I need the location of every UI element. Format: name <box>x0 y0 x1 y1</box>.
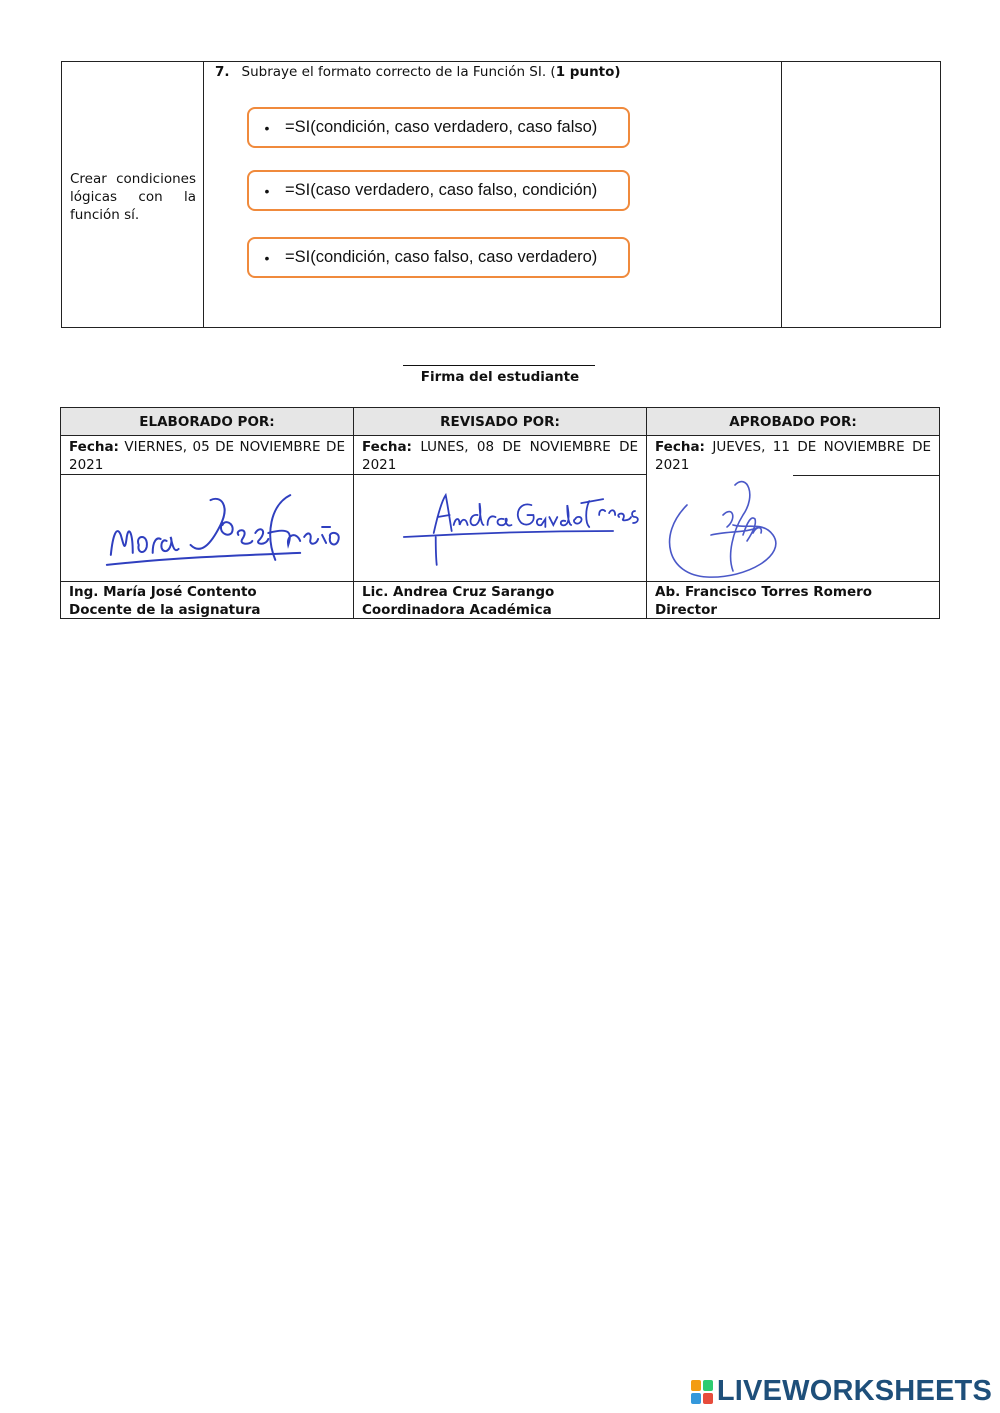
student-signature-label: Firma del estudiante <box>420 369 580 385</box>
signatory-name: Ing. María José Contento <box>69 584 257 600</box>
question-title <box>215 64 621 80</box>
signatory-name: Ab. Francisco Torres Romero <box>655 584 873 600</box>
date-value: VIERNES, 05 DE NOVIEMBRE DE 2021 <box>69 439 345 473</box>
handwritten-signature-francisco <box>647 475 939 581</box>
bullet-icon: • <box>264 182 270 199</box>
handwritten-signature-andrea <box>354 475 646 581</box>
topic-text: Crear condiciones lógicas con la función sí. <box>70 171 196 223</box>
signature-image <box>61 475 353 581</box>
date-value: LUNES, 08 DE NOVIEMBRE DE 2021 <box>362 439 639 473</box>
question-number: 7. <box>215 64 230 80</box>
signatory-role: Director <box>655 602 718 618</box>
signatory-cell <box>354 581 646 620</box>
answer-option-text: =SI(caso verdadero, caso falso, condición) <box>285 181 598 199</box>
bullet-icon: • <box>264 249 270 266</box>
date-label: Fecha: <box>362 439 412 455</box>
approval-column-revisado <box>354 408 647 618</box>
answer-option-2[interactable] <box>247 170 630 211</box>
date-value: JUEVES, 11 DE NOVIEMBRE DE 2021 <box>655 439 931 473</box>
student-signature-line <box>403 365 595 366</box>
approval-table <box>60 407 940 619</box>
answer-option-text: =SI(condición, caso verdadero, caso falso) <box>285 118 598 136</box>
date-cell <box>61 436 353 475</box>
date-label: Fecha: <box>655 439 705 455</box>
column-header: REVISADO POR: <box>354 408 646 436</box>
column-header: ELABORADO POR: <box>61 408 353 436</box>
score-cell <box>781 62 941 327</box>
bullet-icon: • <box>264 119 270 136</box>
date-cell <box>647 436 939 475</box>
answer-option-3[interactable] <box>247 237 630 278</box>
column-header: APROBADO POR: <box>647 408 939 436</box>
question-prompt: Subraye el formato correcto de la Función SI. ( <box>241 64 556 80</box>
liveworksheets-brand[interactable] <box>691 1375 992 1408</box>
signatory-name: Lic. Andrea Cruz Sarango <box>362 584 555 600</box>
signatory-cell <box>61 581 353 620</box>
question-table <box>61 61 941 328</box>
signature-image <box>354 475 646 581</box>
signatory-role: Coordinadora Académica <box>362 602 552 618</box>
date-cell <box>354 436 646 475</box>
question-points: 1 punto) <box>555 64 621 80</box>
approval-column-elaborado <box>61 408 354 618</box>
handwritten-signature-maria <box>61 475 353 581</box>
approval-column-aprobado <box>647 408 939 618</box>
signatory-role: Docente de la asignatura <box>69 602 261 618</box>
answer-option-text: =SI(condición, caso falso, caso verdadero) <box>285 248 598 266</box>
answer-option-1[interactable] <box>247 107 630 148</box>
brand-name: LIVEWORKSHEETS <box>716 1375 992 1407</box>
date-label: Fecha: <box>69 439 119 455</box>
topic-cell <box>62 62 204 327</box>
signatory-cell <box>647 581 939 620</box>
liveworksheets-logo-icon <box>691 1380 713 1404</box>
signature-image <box>647 475 939 581</box>
